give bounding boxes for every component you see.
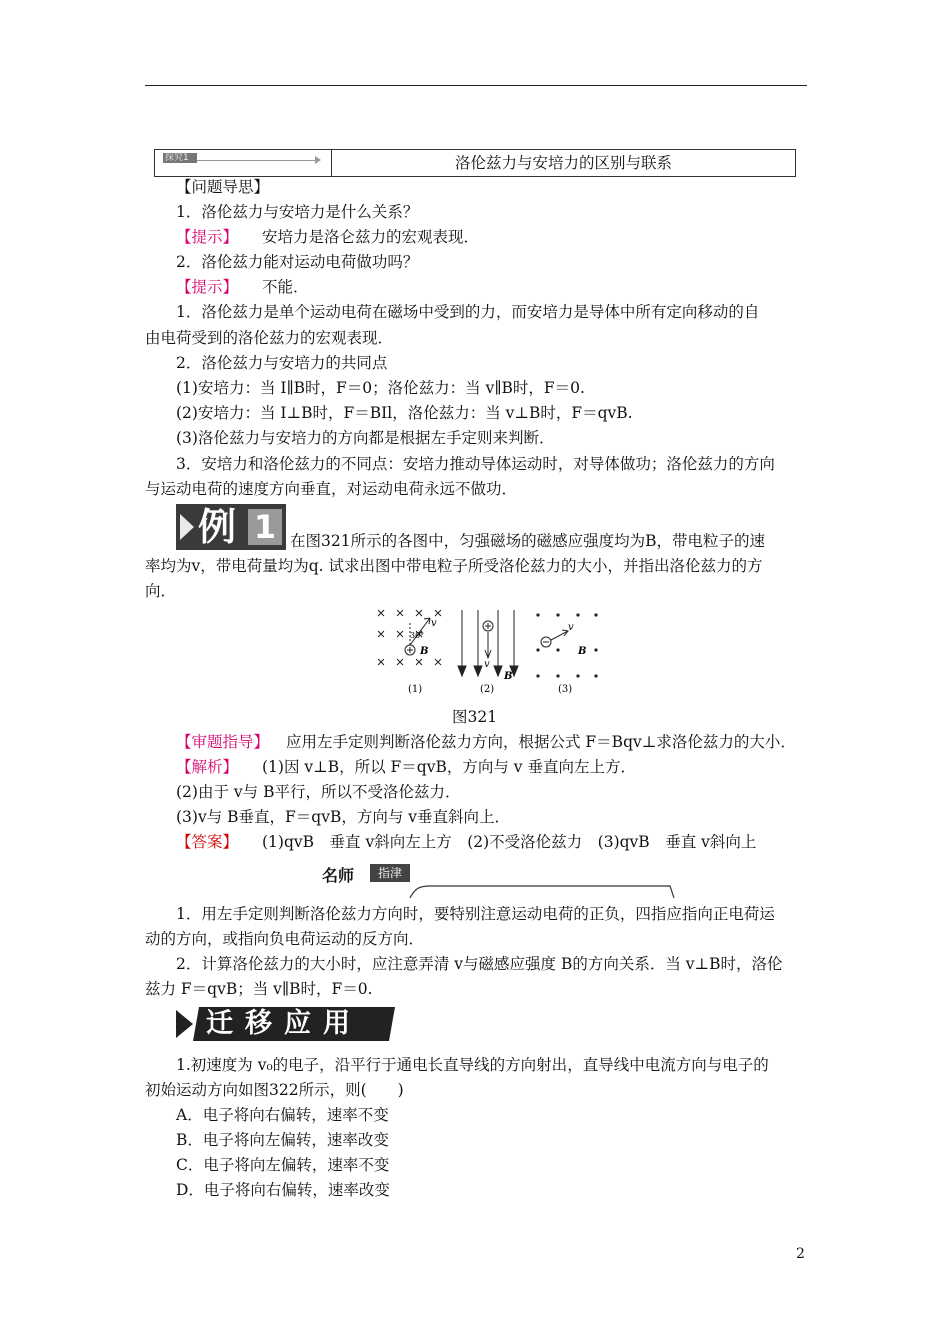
page-number: 2 — [796, 1246, 805, 1262]
analysis-label: 【解析】 — [176, 758, 239, 776]
body-p2a: (1)安培力：当 I∥B时，F＝0；洛伦兹力：当 v∥B时，F＝0. — [176, 379, 585, 397]
option-d: D．电子将向右偏转，速率改变 — [176, 1181, 390, 1199]
body-p2: 2．洛伦兹力与安培力的共同点 — [176, 354, 388, 372]
panel-2-caption: (2) — [480, 684, 495, 695]
panel-3-particle — [541, 630, 568, 647]
panel-2-v-label: v — [484, 659, 490, 670]
panel-2-particle — [483, 621, 493, 658]
option-b: B．电子将向左偏转，速率改变 — [176, 1131, 389, 1149]
transfer-banner: 迁移应用 — [176, 1003, 394, 1043]
body-p2c: (3)洛伦兹力与安培力的方向都是根据左手定则来判断． — [176, 429, 555, 447]
review-guide-label: 【审题指导】 — [176, 733, 270, 751]
guide-question-2: 2．洛伦兹力能对运动电荷做功吗？ — [176, 253, 419, 271]
analysis-1: (1)因 v⊥B，所以 F＝qvB，方向与 v 垂直向左上方． — [262, 758, 636, 776]
panel-3-v-label: v — [568, 622, 574, 633]
answer-label: 【答案】 — [176, 833, 239, 851]
option-a: A．电子将向右偏转，速率不变 — [176, 1106, 389, 1124]
teacher-tip-tab: 名师 指津 — [316, 862, 412, 884]
guide-heading: 【问题导思】 — [176, 178, 270, 196]
teacher-tip-divider — [310, 884, 675, 898]
guide-question-1: 1．洛伦兹力与安培力是什么关系？ — [176, 203, 419, 221]
body-p1-line2: 由电荷受到的洛伦兹力的宏观表现． — [145, 329, 394, 347]
example-line1: 在图321所示的各图中，匀强磁场的磁感应强度均为B，带电粒子的速 — [290, 532, 765, 550]
question-line2: 初始运动方向如图322所示，则( ) — [145, 1081, 404, 1099]
panel-2-b-label: B — [504, 671, 513, 682]
figure-caption: 图321 — [452, 708, 498, 726]
hint-label-1: 【提示】 — [176, 228, 239, 246]
section-tag-cell — [155, 150, 332, 176]
hint-text-1: 安培力是洛仑兹力的宏观表现． — [262, 228, 480, 246]
panel-1-b-label: B — [420, 646, 429, 657]
tip-2-line1: 2．计算洛伦兹力的大小时，应注意弄清 v与磁感应强度 B的方向关系．当 v⊥B时，洛伦 — [176, 955, 783, 973]
body-p2b: (2)安培力：当 I⊥B时，F＝BIl，洛伦兹力：当 v⊥B时，F＝qvB. — [176, 404, 633, 422]
option-c: C．电子将向左偏转，速率不变 — [176, 1156, 390, 1174]
body-p3-line1: 3．安培力和洛伦兹力的不同点：安培力推动导体运动时，对导体做功；洛伦兹力的方向 — [176, 455, 775, 473]
tip-2-line2: 兹力 F＝qvB；当 v∥B时，F＝0. — [145, 980, 373, 998]
example-badge: 例 1 — [176, 504, 286, 550]
section-header-box — [154, 149, 796, 177]
panel-1-v-label: v — [431, 618, 437, 629]
analysis-2: (2)由于 v与 B平行，所以不受洛伦兹力． — [176, 783, 461, 801]
section-tag: 探究1 — [163, 153, 197, 163]
arrow-icon — [197, 160, 317, 161]
play-triangle-icon — [180, 514, 194, 540]
panel-3-field-dots — [536, 613, 597, 677]
example-line3: 向． — [145, 582, 177, 600]
panel-1-angle-label: 30° — [410, 631, 425, 640]
figure-321 — [370, 604, 600, 700]
answer-text: (1)qvB 垂直 v斜向左上方 (2)不受洛伦兹力 (3)qvB 垂直 v斜向上 — [262, 833, 757, 851]
section-title: 洛伦兹力与安培力的区别与联系 — [454, 154, 672, 172]
header-rule — [145, 85, 807, 86]
question-line1: 1.初速度为 v₀的电子，沿平行于通电长直导线的方向射出，直导线中电流方向与电子的 — [176, 1056, 769, 1074]
panel-3-caption: (3) — [558, 684, 573, 695]
analysis-3: (3)v与 B垂直，F＝qvB，方向与 v垂直斜向上． — [176, 808, 511, 826]
review-guide-text: 应用左手定则判断洛伦兹力方向，根据公式 F＝Bqv⊥求洛伦兹力的大小． — [286, 733, 796, 751]
example-line2: 率均为v，带电荷量均为q. 试求出图中带电粒子所受洛伦兹力的大小，并指出洛伦兹力的方 — [145, 557, 763, 575]
body-p3-line2: 与运动电荷的速度方向垂直，对运动电荷永远不做功． — [145, 480, 518, 498]
hint-label-2: 【提示】 — [176, 278, 239, 296]
panel-1-caption: (1) — [408, 684, 423, 695]
tip-1-line2: 动的方向，或指向负电荷运动的反方向． — [145, 930, 425, 948]
hint-text-2: 不能． — [262, 278, 309, 296]
play-triangle-icon — [176, 1010, 193, 1038]
body-p1-line1: 1．洛伦兹力是单个运动电荷在磁场中受到的力，而安培力是导体中所有定向移动的自 — [176, 303, 760, 321]
panel-3-b-label: B — [578, 646, 587, 657]
tip-1-line1: 1．用左手定则判断洛伦兹力方向时，要特别注意运动电荷的正负，四指应指向正电荷运 — [176, 905, 775, 923]
